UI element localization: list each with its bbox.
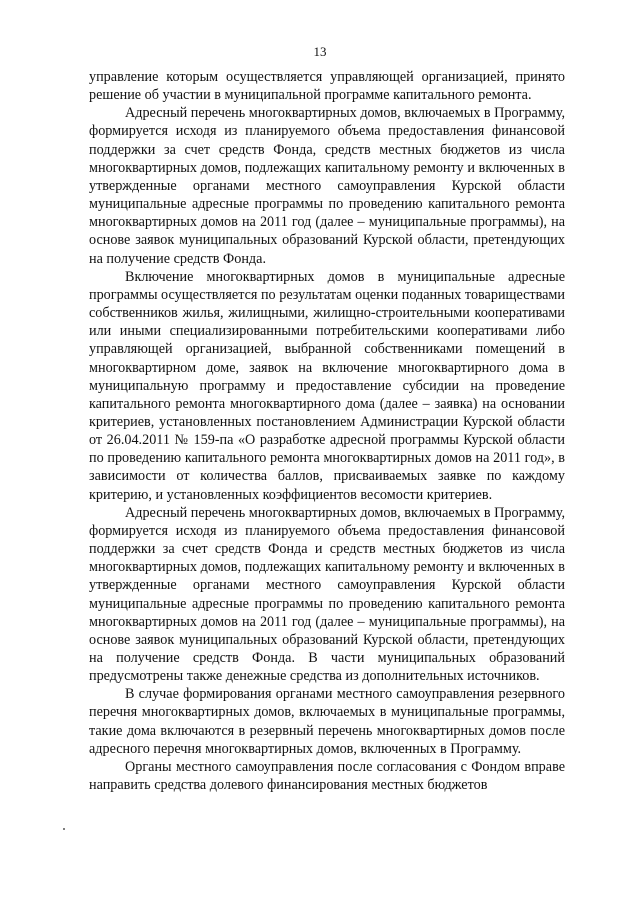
paragraph-6: Органы местного самоуправления после согласования с Фондом вправе направить средства долевого финансирования местных бюджетов bbox=[89, 758, 565, 794]
paragraph-4: Адресный перечень многоквартирных домов, включаемых в Программу, формируется исходя из планируемого объема предоставления финансовой поддержки за счет средств Фонда и средств местных бюджетов из числа многоквартирных домов, подлежащих капитальному ремонту и включенных в утвержденные органами местного самоуправления Курской области муниципальные адресные программы по проведению капитального ремонта многоквартирных домов на 2011 год (далее – муниципальные программы), на основе заявок муниципальных образований Курской области, претендующих на получение средств Фонда. В части муниципальных образований предусмотрены также денежные средства из дополнительных источников. bbox=[89, 504, 565, 685]
paragraph-3: Включение многоквартирных домов в муниципальные адресные программы осуществляется по результатам оценки поданных товариществами собственников жилья, жилищными, жилищно-строительными кооперативами или иными специализированными потребительскими кооперативами либо управляющей организацией, выбранной собственниками помещений в многоквартирном доме, заявок на включение многоквартирного дома в муниципальную программу и предоставление субсидии на проведение капитального ремонта многоквартирного дома (далее – заявка) на основании критериев, установленных постановлением Администрации Курской области от 26.04.2011 № 159-па «О разработке адресной программы Курской области по проведению капитального ремонта многоквартирных домов на 2011 год», в зависимости от количества баллов, присваиваемых заявке по каждому критерию, и установленных коэффициентов весомости критериев. bbox=[89, 268, 565, 503]
paragraph-1: управление которым осуществляется управляющей организацией, принято решение об участии в муниципальной программе капитального ремонта. bbox=[89, 69, 565, 104]
page-number: 13 bbox=[313, 44, 327, 59]
paragraph-2: Адресный перечень многоквартирных домов, включаемых в Программу, формируется исходя из планируемого объема предоставления финансовой поддержки за счет средств Фонда, средств местных бюджетов из числа многоквартирных домов, подлежащих капитальному ремонту и включенных в утвержденные органами местного самоуправления Курской области муниципальные адресные программы по проведению капитального ремонта многоквартирных домов на 2011 год (далее – муниципальные программы), на основе заявок муниципальных образований Курской области, претендующих на получение средств Фонда. bbox=[89, 105, 565, 267]
document-body bbox=[89, 68, 565, 794]
paragraph-5: В случае формирования органами местного самоуправления резервного перечня многоквартирных домов, включаемых в муниципальные программы, такие дома включаются в резервный перечень многоквартирных домов после адресного перечня многоквартирных домов, включенных в Программу. bbox=[89, 686, 565, 757]
scan-speck bbox=[63, 828, 65, 830]
